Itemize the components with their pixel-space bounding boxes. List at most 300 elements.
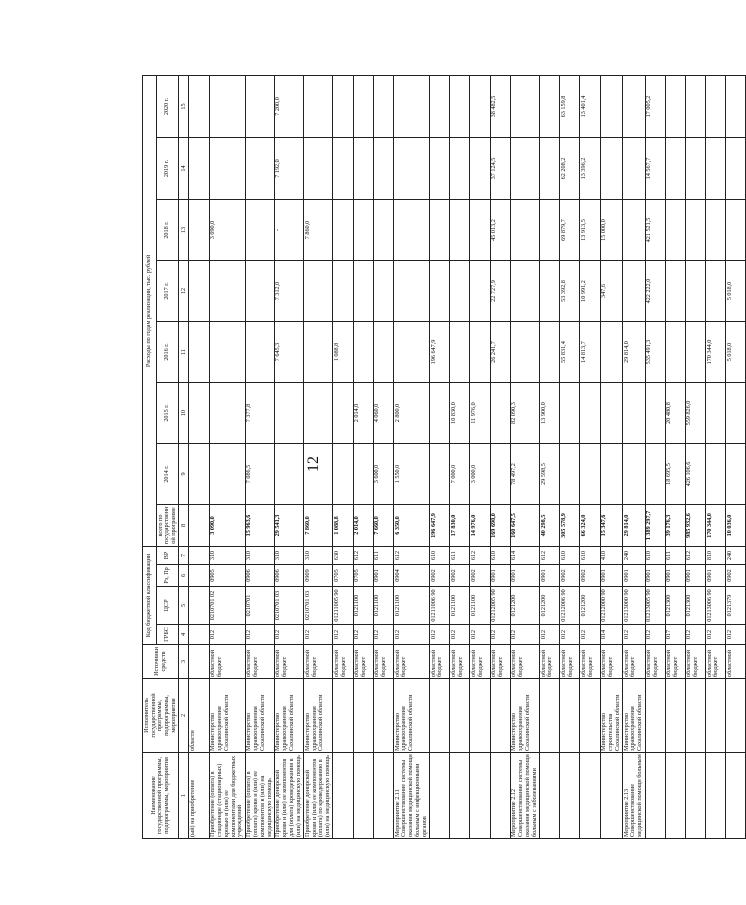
cell-year-value: 14 567,7	[645, 138, 665, 200]
cell-grbs: 012	[333, 625, 353, 645]
cell-year-value	[274, 444, 303, 505]
cell-year-value	[353, 75, 373, 137]
table-body	[189, 75, 746, 838]
cell-year-value: 10 830,0	[450, 383, 470, 444]
cell-source: областной бюджет	[274, 645, 303, 679]
table-row	[245, 75, 274, 838]
page-number: 12	[305, 456, 322, 472]
cell-grbs: 012	[623, 625, 645, 645]
cell-source: областной бюджет	[685, 645, 705, 679]
cell-year-value	[430, 383, 450, 444]
cell-year-value	[706, 75, 726, 137]
cell-vr: 612	[353, 547, 373, 565]
cell-year-value: 37 124,5	[490, 138, 510, 200]
table-row	[373, 75, 393, 838]
cell-csr	[189, 587, 209, 625]
cell-year-value: 15 000,0	[600, 200, 622, 261]
cell-year-value	[706, 383, 726, 444]
table-row	[274, 75, 303, 838]
cell-year-value	[623, 75, 645, 137]
cell-year-value: 53 392,8	[560, 261, 580, 322]
cell-executor	[665, 679, 685, 753]
cell-rz: 0909	[304, 565, 333, 587]
cell-year-value	[600, 383, 622, 444]
cell-year-value	[540, 200, 560, 261]
table-row	[209, 75, 245, 838]
cell-year-value: 196 647,9	[430, 322, 450, 383]
cell-name	[353, 753, 373, 839]
cell-year-value: 1 088,8	[333, 322, 353, 383]
cell-vr	[189, 547, 209, 565]
cell-year-value: 13 913,5	[580, 200, 600, 261]
header-total: всего по государственной программе	[157, 505, 179, 547]
cell-grbs	[189, 625, 209, 645]
cell-source: областной бюджет	[510, 645, 539, 679]
cell-total: 29 541,3	[274, 505, 303, 547]
header-expenses: Расходы по годам реализации, тыс. рублей	[143, 75, 157, 546]
table-row	[706, 75, 726, 838]
rotated-table-wrapper	[142, 75, 733, 839]
cell-year-value: 29 814,0	[623, 322, 645, 383]
table-row	[450, 75, 470, 838]
cell-year-value	[304, 138, 333, 200]
cell-year-value	[540, 322, 560, 383]
cell-total: 7 860,0	[304, 505, 333, 547]
cell-csr: 0121200	[580, 587, 600, 625]
cell-year-value	[209, 261, 245, 322]
cell-source: областной бюджет	[470, 645, 490, 679]
cell-executor	[490, 679, 510, 753]
cell-source: областной бюджет	[540, 645, 560, 679]
cell-executor: Министерство здравоохранения Сахалинской области	[304, 679, 333, 753]
table-row	[580, 75, 600, 838]
cell-year-value	[706, 200, 726, 261]
cell-year-value: 20 480,8	[665, 383, 685, 444]
cell-year-value: 38 482,5	[490, 75, 510, 137]
cell-grbs: 012	[706, 625, 726, 645]
cell-year-value	[304, 383, 333, 444]
cell-year-value	[600, 138, 622, 200]
cell-rz: 0906	[274, 565, 303, 587]
cell-year-value: 2 014,0	[353, 383, 373, 444]
cell-total: 7 660,0	[373, 505, 393, 547]
cell-year-value	[245, 138, 274, 200]
cell-grbs: 012	[430, 625, 450, 645]
cell-year-value	[706, 444, 726, 505]
cell-vr: 310	[245, 547, 274, 565]
cell-executor: Министерство строительства Сахалинской области	[600, 679, 622, 753]
cell-year-value	[394, 261, 430, 322]
cell-grbs: 012	[450, 625, 470, 645]
cell-year-value	[209, 322, 245, 383]
cell-year-value: 22 727,9	[490, 261, 510, 322]
column-number-row	[179, 75, 189, 838]
cell-rz: 0902	[580, 565, 600, 587]
cell-csr: 0121300	[685, 587, 705, 625]
cell-year-value: 17 005,2	[645, 75, 665, 137]
cell-vr: 630	[333, 547, 353, 565]
cell-executor	[726, 679, 746, 753]
cell-year-value	[245, 322, 274, 383]
cell-executor	[706, 679, 726, 753]
cell-csr: 01211005 90	[333, 587, 353, 625]
cell-year-value	[274, 383, 303, 444]
cell-name	[645, 753, 665, 839]
cell-rz: 0902	[450, 565, 470, 587]
cell-year-value	[333, 383, 353, 444]
table-row	[665, 75, 685, 838]
cell-rz: 0902	[726, 565, 746, 587]
column-number: 8	[179, 505, 189, 547]
cell-year-value	[623, 138, 645, 200]
header-year: 2016 г.	[157, 322, 179, 383]
table-row	[490, 75, 510, 838]
cell-grbs: 012	[490, 625, 510, 645]
cell-csr: 01211006 90	[430, 587, 450, 625]
table-row	[600, 75, 622, 838]
cell-grbs: 012	[510, 625, 539, 645]
cell-grbs: 012	[209, 625, 245, 645]
cell-year-value	[353, 444, 373, 505]
cell-rz: 0705	[333, 565, 353, 587]
column-number: 9	[179, 444, 189, 505]
cell-year-value	[353, 261, 373, 322]
cell-name: Мероприятие 2.13 Совершенствование медицинской помощи больным	[622, 754, 644, 837]
cell-year-value	[665, 261, 685, 322]
cell-year-value: 3 000,0	[470, 444, 490, 505]
cell-year-value	[373, 322, 393, 383]
cell-executor	[333, 679, 353, 753]
column-number: 15	[179, 75, 189, 137]
cell-year-value	[560, 444, 580, 505]
cell-year-value: 7 377,8	[245, 383, 274, 444]
cell-grbs: 017	[665, 625, 685, 645]
table-row	[333, 75, 353, 838]
cell-total: 17 830,0	[450, 505, 470, 547]
header-vr: ВР	[157, 547, 179, 565]
table-row	[353, 75, 373, 838]
cell-name	[685, 753, 705, 839]
cell-year-value: 13 396,2	[580, 138, 600, 200]
cell-rz	[189, 565, 209, 587]
cell-year-value	[189, 200, 209, 261]
cell-name	[490, 753, 510, 839]
cell-total: 169 690,0	[490, 505, 510, 547]
cell-year-value	[353, 200, 373, 261]
cell-csr: 0121300	[665, 587, 685, 625]
header-rz: Рз, Пр	[157, 565, 179, 587]
cell-total: 10 036,0	[726, 505, 746, 547]
cell-year-value	[245, 75, 274, 137]
cell-name	[470, 753, 490, 839]
cell-year-value	[450, 138, 470, 200]
cell-grbs: 012	[645, 625, 665, 645]
cell-grbs: 012	[245, 625, 274, 645]
cell-source: областной бюджет	[209, 645, 245, 679]
cell-source: областной бюджет	[580, 645, 600, 679]
cell-year-value	[333, 200, 353, 261]
cell-year-value	[189, 138, 209, 200]
cell-csr: 0121100	[353, 587, 373, 625]
cell-vr: 310	[304, 547, 333, 565]
cell-name	[373, 753, 393, 839]
cell-year-value	[645, 444, 665, 505]
cell-vr: 612	[540, 547, 560, 565]
cell-year-value	[685, 138, 705, 200]
cell-rz: 0902	[560, 565, 580, 587]
cell-source: областной бюджет	[706, 645, 726, 679]
header-budget-codes: Код бюджетной классификации	[143, 547, 157, 645]
cell-year-value	[245, 200, 274, 261]
cell-total: 196 647,9	[430, 505, 450, 547]
cell-executor: Министерство здравоохранения Сахалинской области	[245, 679, 274, 753]
cell-vr: 240	[623, 547, 645, 565]
cell-executor: Министерство здравоохранения Сахалинской области	[274, 679, 303, 753]
cell-year-value	[470, 200, 490, 261]
cell-total: 2 014,0	[353, 505, 373, 547]
table-row	[189, 75, 209, 838]
cell-year-value	[450, 200, 470, 261]
table-row	[560, 75, 580, 838]
cell-total: 29 814,0	[623, 505, 645, 547]
cell-year-value	[685, 322, 705, 383]
cell-year-value	[726, 383, 746, 444]
cell-source: областной бюджет	[645, 645, 665, 679]
column-number: 14	[179, 138, 189, 200]
table-row	[510, 75, 539, 838]
cell-total: 15 347,6	[600, 505, 622, 547]
cell-total	[189, 505, 209, 547]
cell-rz: 0901	[706, 565, 726, 587]
cell-year-value	[209, 138, 245, 200]
cell-vr: 611	[373, 547, 393, 565]
header-name: Наименование государственной программы, подпрограммы, мероприятия	[143, 753, 179, 839]
cell-grbs: 012	[394, 625, 430, 645]
column-number: 6	[179, 565, 189, 587]
cell-year-value	[623, 444, 645, 505]
header-csr: ЦСР	[157, 587, 179, 625]
cell-rz: 0705	[353, 565, 373, 587]
table-row	[304, 75, 333, 838]
cell-year-value	[333, 261, 353, 322]
cell-executor	[470, 679, 490, 753]
cell-year-value	[209, 444, 245, 505]
cell-year-value: 7 086,5	[245, 444, 274, 505]
cell-vr: 611	[450, 547, 470, 565]
cell-csr: 01212005 90	[490, 587, 510, 625]
cell-year-value	[665, 322, 685, 383]
cell-year-value: 7 645,3	[274, 322, 303, 383]
header-year: 2015 г.	[157, 383, 179, 444]
cell-csr: 0210701 03	[304, 587, 333, 625]
table-row	[540, 75, 560, 838]
cell-year-value: 421 521,5	[645, 200, 665, 261]
cell-year-value: 14 813,7	[580, 322, 600, 383]
cell-year-value	[665, 200, 685, 261]
cell-grbs: 012	[726, 625, 746, 645]
cell-year-value	[333, 444, 353, 505]
cell-vr: 610	[430, 547, 450, 565]
cell-year-value	[189, 322, 209, 383]
cell-executor	[685, 679, 705, 753]
column-number: 10	[179, 383, 189, 444]
column-number: 11	[179, 322, 189, 383]
cell-name: Приобретение донорской крови и (или) ее компонентов для (оплата) кроведержания в (или) на медицинскую помощь	[274, 753, 303, 839]
cell-year-value: 7 200,0	[274, 75, 303, 137]
header-year: 2018 г.	[157, 200, 179, 261]
cell-year-value	[304, 261, 333, 322]
cell-year-value	[623, 261, 645, 322]
cell-rz: 0901	[623, 565, 645, 587]
cell-executor	[353, 679, 373, 753]
cell-rz: 0902	[470, 565, 490, 587]
cell-year-value	[189, 383, 209, 444]
cell-executor: области	[189, 679, 209, 753]
column-number: 5	[179, 587, 189, 625]
cell-year-value: 7 860,0	[304, 200, 333, 261]
cell-executor: Министерство здравоохранения Сахалинской области	[623, 679, 645, 753]
cell-year-value	[706, 261, 726, 322]
cell-year-value: 559 826,0	[685, 383, 705, 444]
cell-year-value	[430, 200, 450, 261]
cell-vr: 610	[560, 547, 580, 565]
cell-year-value	[490, 383, 510, 444]
cell-year-value	[304, 322, 333, 383]
cell-year-value	[490, 444, 510, 505]
cell-year-value: 13 900,0	[540, 383, 560, 444]
cell-year-value	[189, 261, 209, 322]
cell-vr: 410	[600, 547, 622, 565]
cell-source: областной бюджет	[353, 645, 373, 679]
cell-year-value	[430, 444, 450, 505]
cell-year-value	[333, 138, 353, 200]
cell-name: Приобретение (оплата) в стационаре (стационарных) кровью и (или) ее компонентами для бюджетных учреждений	[209, 753, 245, 839]
cell-year-value: 170 344,0	[706, 322, 726, 383]
cell-csr: 0121200	[510, 587, 539, 625]
cell-year-value: 63 159,8	[560, 75, 580, 137]
cell-total: 40 298,5	[540, 505, 560, 547]
header-year: 2019 г.	[157, 138, 179, 200]
cell-rz: 0901	[645, 565, 665, 587]
cell-source: областной бюджет	[623, 645, 645, 679]
header-source: Источники средств	[143, 645, 179, 679]
cell-year-value	[333, 75, 353, 137]
cell-year-value	[353, 322, 373, 383]
cell-source: областной бюджет	[665, 645, 685, 679]
cell-year-value	[665, 75, 685, 137]
cell-year-value: 62 208,2	[560, 138, 580, 200]
cell-csr: 0121100	[450, 587, 470, 625]
cell-year-value	[726, 75, 746, 137]
cell-year-value	[510, 75, 539, 137]
cell-year-value	[304, 75, 333, 137]
cell-year-value	[373, 261, 393, 322]
cell-grbs: 012	[560, 625, 580, 645]
cell-year-value	[665, 138, 685, 200]
cell-source: областной бюджет	[304, 645, 333, 679]
cell-rz: 0902	[430, 565, 450, 587]
column-number: 2	[179, 679, 189, 753]
cell-year-value	[540, 138, 560, 200]
cell-year-value	[394, 200, 430, 261]
cell-year-value	[189, 444, 209, 505]
cell-source	[189, 645, 209, 679]
cell-vr: 810	[706, 547, 726, 565]
table-row	[394, 75, 430, 838]
cell-name: Мероприятие 2.11 Совершенствование системы оказания медицинской помощи больным с инфекционными органов	[393, 754, 428, 837]
cell-name: (ый) на приобретение	[189, 753, 209, 839]
cell-csr: 01212006 90	[560, 587, 580, 625]
cell-year-value: 55 831,4	[560, 322, 580, 383]
cell-year-value	[510, 261, 539, 322]
cell-year-value	[450, 75, 470, 137]
cell-year-value	[726, 444, 746, 505]
cell-grbs: 012	[274, 625, 303, 645]
cell-name	[706, 753, 726, 839]
cell-executor	[580, 679, 600, 753]
cell-csr: 01213000 90	[623, 587, 645, 625]
cell-year-value	[430, 138, 450, 200]
cell-year-value	[580, 444, 600, 505]
cell-year-value	[394, 322, 430, 383]
cell-name: Приобретение (оплата) в (оплата) крови и (или) ее компонентов в (или) на медицинскую помощь	[245, 753, 274, 839]
cell-executor: Министерство здравоохранения Сахалинской области	[394, 679, 430, 753]
table-row	[430, 75, 450, 838]
cell-executor: Министерство здравоохранения Сахалинской области	[209, 679, 245, 753]
cell-csr: 0121200	[540, 587, 560, 625]
cell-year-value: 1 550,0	[394, 444, 430, 505]
header-grbs: ГРБС	[157, 625, 179, 645]
cell-total: 1 389 297,7	[645, 505, 665, 547]
cell-total: 66 324,0	[580, 505, 600, 547]
cell-rz: 0904	[394, 565, 430, 587]
cell-year-value	[209, 383, 245, 444]
cell-source: областной бюджет	[490, 645, 510, 679]
cell-year-value	[373, 138, 393, 200]
cell-year-value	[470, 75, 490, 137]
cell-grbs: 012	[353, 625, 373, 645]
cell-grbs: 012	[580, 625, 600, 645]
cell-year-value	[245, 261, 274, 322]
cell-grbs: 012	[470, 625, 490, 645]
cell-year-value: 5 018,0	[726, 261, 746, 322]
cell-executor	[430, 679, 450, 753]
cell-grbs: 012	[685, 625, 705, 645]
cell-vr: 611	[665, 547, 685, 565]
cell-total: 6 350,0	[394, 505, 430, 547]
cell-year-value	[430, 261, 450, 322]
header-year: 2014 г.	[157, 444, 179, 505]
cell-year-value	[600, 322, 622, 383]
cell-vr: 240	[726, 547, 746, 565]
cell-rz: 0901	[600, 565, 622, 587]
table-row	[685, 75, 705, 838]
cell-total: 39 176,3	[665, 505, 685, 547]
cell-source: областной	[726, 645, 746, 679]
cell-total: 305 578,9	[560, 505, 580, 547]
cell-year-value: 78 497,2	[510, 444, 539, 505]
cell-rz: 0905	[209, 565, 245, 587]
cell-name	[665, 753, 685, 839]
cell-year-value	[189, 75, 209, 137]
cell-source: областной бюджет	[373, 645, 393, 679]
cell-source: областной бюджет	[430, 645, 450, 679]
cell-name	[333, 753, 353, 839]
cell-executor: Министерство здравоохранения Сахалинской области	[510, 679, 539, 753]
cell-rz: 0901	[665, 565, 685, 587]
cell-year-value	[373, 200, 393, 261]
cell-grbs: 012	[304, 625, 333, 645]
